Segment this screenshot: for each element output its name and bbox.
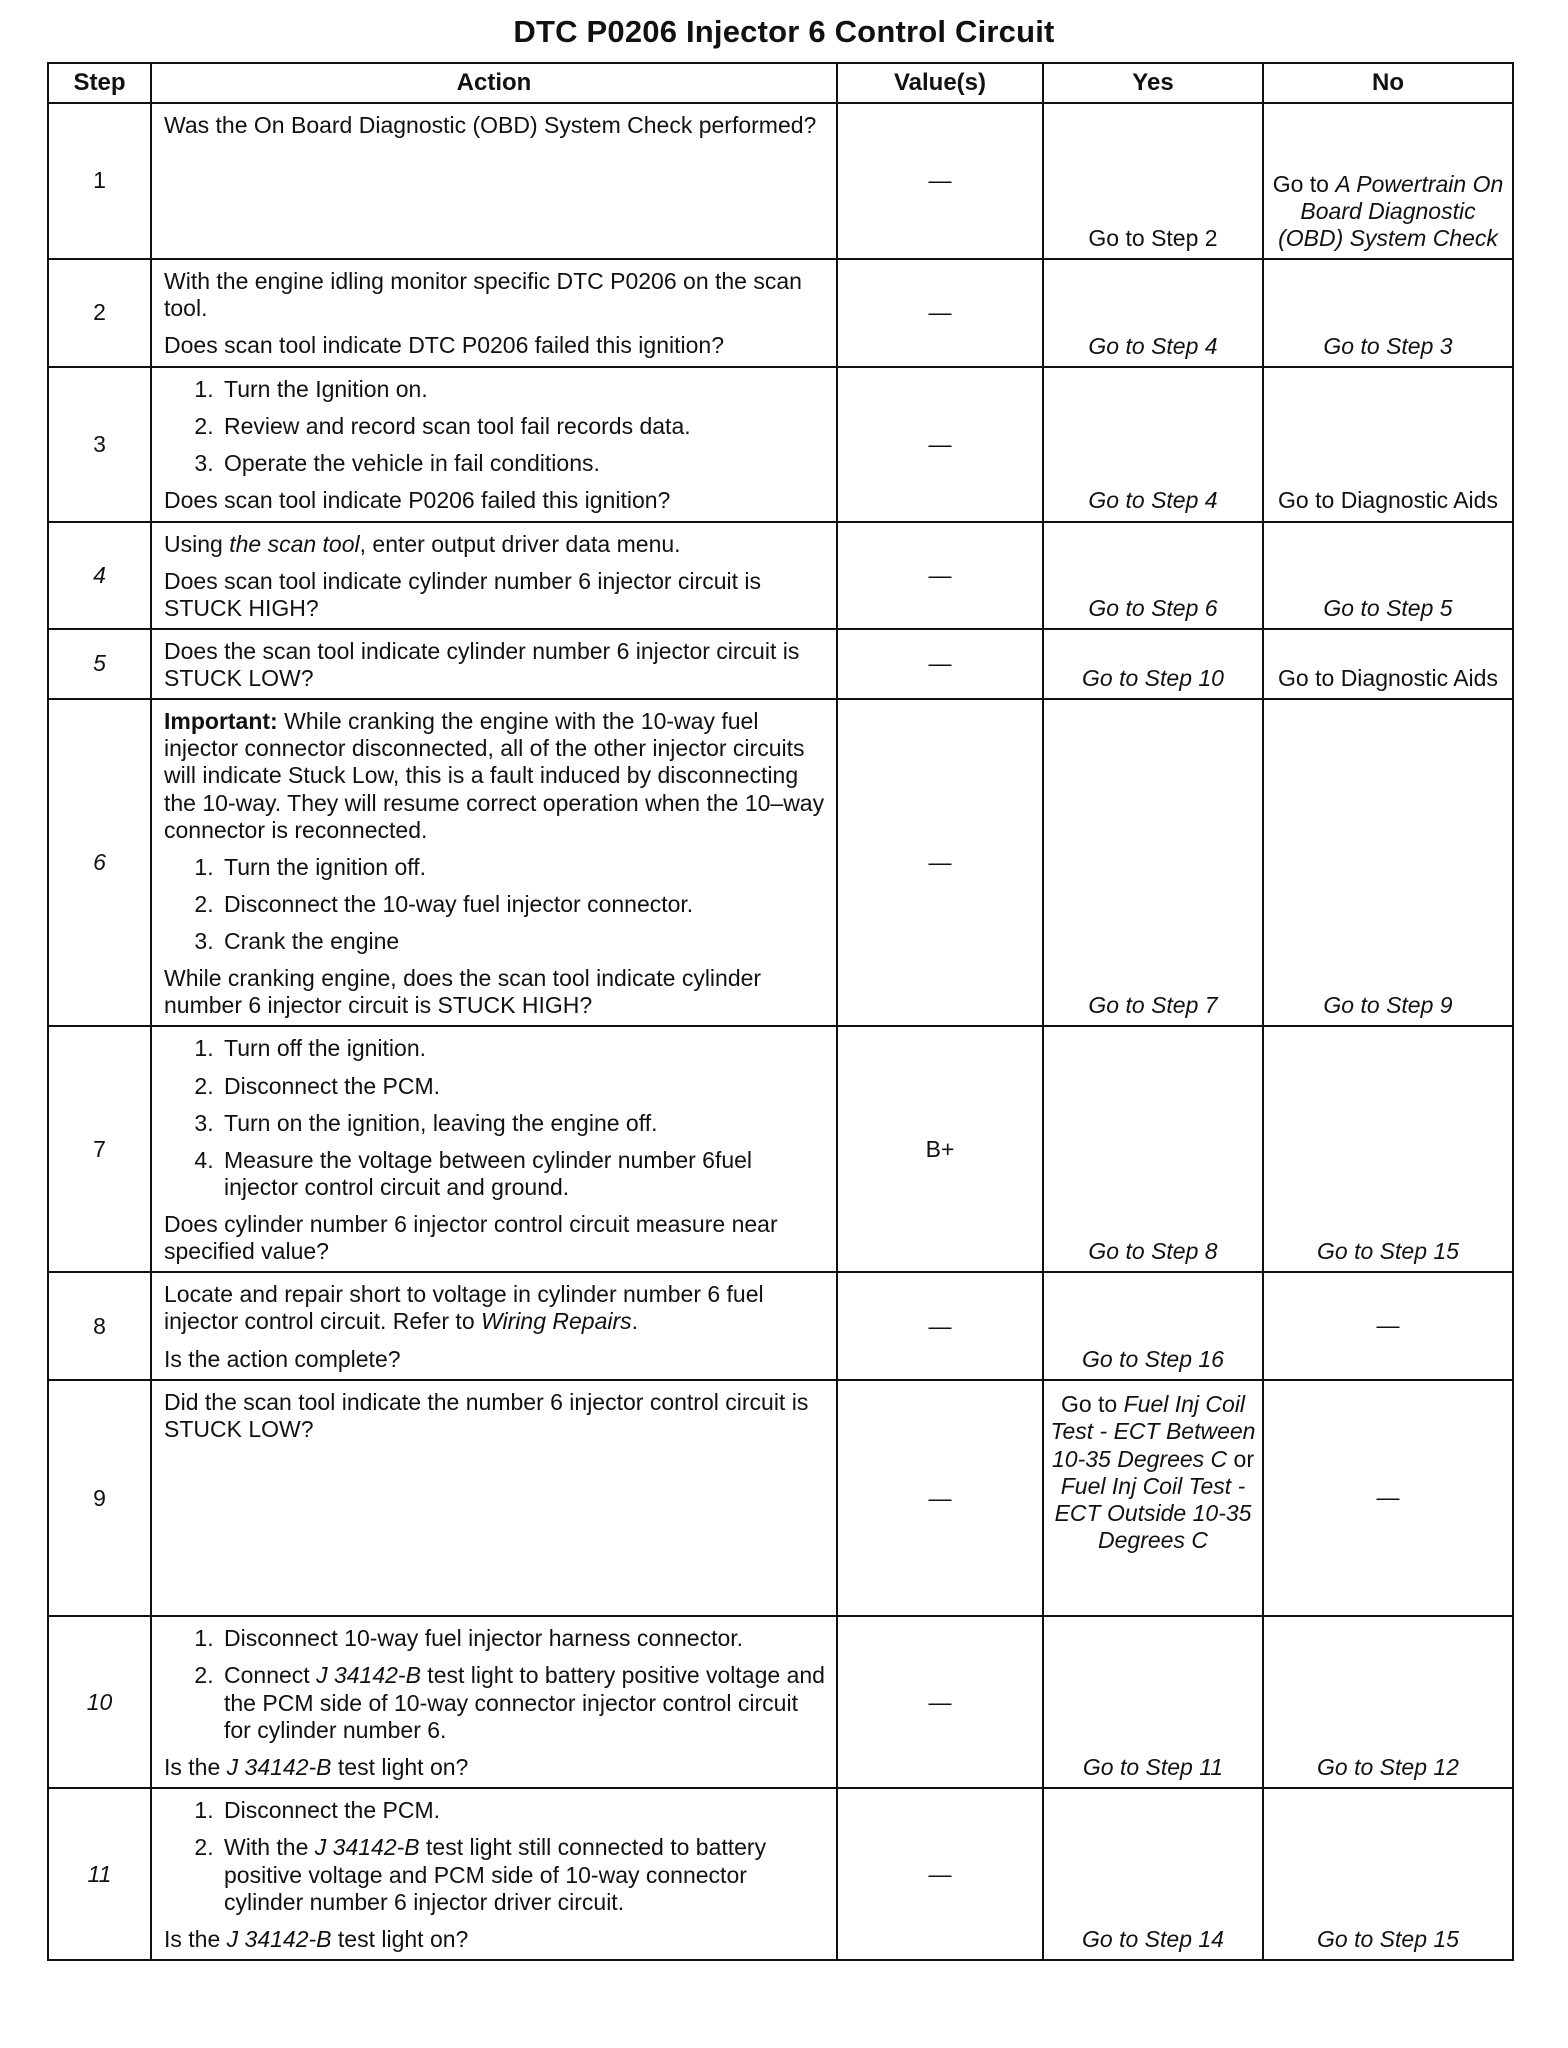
action-steps	[164, 854, 826, 955]
value-cell: B+	[837, 1026, 1043, 1272]
header-values: Value(s)	[837, 63, 1043, 103]
action-question: Does the scan tool indicate cylinder number 6 injector circuit is STUCK LOW?	[164, 637, 800, 691]
question-text: test light on?	[331, 1925, 469, 1952]
action-steps	[164, 1625, 826, 1744]
tool-number: J 34142-B	[226, 1753, 332, 1780]
action-question: Does scan tool indicate DTC P0206 failed this ignition?	[164, 332, 724, 359]
yes-text: or	[1227, 1445, 1254, 1472]
header-yes: Yes	[1043, 63, 1263, 103]
yes-link[interactable]: Go to Step 10	[1043, 629, 1263, 699]
action-question: While cranking engine, does the scan tool indicate cylinder number 6 injector circuit is STUCK HIGH?	[164, 965, 762, 1019]
list-item: 3. Operate the vehicle in fail conditions.	[220, 450, 826, 477]
action-text-part: Locate and repair short to voltage in cylinder number 6 fuel injector control circuit. Refer to	[164, 1281, 764, 1335]
action-question: Is the action complete?	[164, 1345, 401, 1372]
yes-link[interactable]: Go to Step 11	[1043, 1616, 1263, 1788]
no-link[interactable]: Go to Step 9	[1263, 699, 1513, 1026]
no-cell: —	[1263, 1380, 1513, 1616]
no-cell: —	[1263, 1272, 1513, 1380]
yes-link[interactable]: Go to Step 4	[1043, 259, 1263, 367]
table-row	[48, 1616, 1513, 1788]
action-cell	[151, 259, 837, 367]
step-number: 7	[48, 1026, 151, 1272]
no-link[interactable]: Go to Diagnostic Aids	[1263, 367, 1513, 522]
yes-link[interactable]: Go to Step 16	[1043, 1272, 1263, 1380]
table-row	[48, 103, 1513, 259]
no-link[interactable]: A Powertrain On Board Diagnostic (OBD) System Check	[1278, 170, 1504, 251]
yes-link[interactable]: Go to Step 14	[1043, 1788, 1263, 1960]
value-cell: —	[837, 629, 1043, 699]
diagnostic-table	[47, 62, 1514, 1961]
step-number: 9	[48, 1380, 151, 1616]
action-steps	[164, 376, 826, 477]
important-text: While cranking the engine with the 10-way fuel injector connector disconnected, all of the other injector circuits will indicate Stuck Low, this is a fault induced by disconnecting the 10-way. They will resume correct operation when the 10–way connector is reconnected.	[164, 708, 825, 843]
list-item: 1. Disconnect 10-way fuel injector harness connector.	[220, 1625, 826, 1652]
wiring-repairs-link[interactable]: Wiring Repairs	[481, 1308, 632, 1335]
fuel-inj-coil-test-outside-link[interactable]: Fuel Inj Coil Test - ECT Outside 10-35 Degrees C	[1054, 1472, 1252, 1553]
list-item: 1. Disconnect the PCM.	[220, 1797, 826, 1824]
action-cell	[151, 629, 837, 699]
yes-cell: Go to Step 2	[1043, 103, 1263, 259]
step-number: 6	[48, 699, 151, 1026]
header-no: No	[1263, 63, 1513, 103]
list-item: 3. Crank the engine	[220, 928, 826, 955]
action-cell	[151, 1026, 837, 1272]
list-item: 2. Disconnect the PCM.	[220, 1073, 826, 1100]
action-text-part: Using	[164, 530, 230, 557]
list-item-text: Connect	[224, 1662, 317, 1689]
header-step: Step	[48, 63, 151, 103]
action-cell	[151, 103, 837, 259]
table-row	[48, 259, 1513, 367]
table-row	[48, 1788, 1513, 1960]
step-number: 2	[48, 259, 151, 367]
yes-link[interactable]: Go to Step 6	[1043, 522, 1263, 629]
list-item: 1. Turn the Ignition on.	[220, 376, 826, 403]
action-question: Does cylinder number 6 injector control circuit measure near specified value?	[164, 1211, 778, 1265]
step-number: 5	[48, 629, 151, 699]
action-cell	[151, 1380, 837, 1616]
list-item	[220, 1662, 826, 1743]
list-item: 1. Turn off the ignition.	[220, 1035, 826, 1062]
yes-link[interactable]: Go to Step 7	[1043, 699, 1263, 1026]
no-link[interactable]: Go to Step 15	[1263, 1026, 1513, 1272]
value-cell: —	[837, 1616, 1043, 1788]
list-item: 2. Review and record scan tool fail records data.	[220, 413, 826, 440]
step-number: 10	[48, 1616, 151, 1788]
question-text: Is the	[164, 1925, 227, 1952]
value-cell: —	[837, 103, 1043, 259]
value-cell: —	[837, 367, 1043, 522]
value-cell: —	[837, 1272, 1043, 1380]
action-text	[164, 1281, 826, 1335]
action-text-part: .	[631, 1308, 639, 1335]
value-cell: —	[837, 1380, 1043, 1616]
value-cell: —	[837, 522, 1043, 629]
action-cell	[151, 1788, 837, 1960]
action-question: Does scan tool indicate cylinder number 6 injector circuit is STUCK HIGH?	[164, 567, 761, 621]
value-cell: —	[837, 699, 1043, 1026]
page-title: DTC P0206 Injector 6 Control Circuit	[513, 14, 1055, 49]
table-row	[48, 1272, 1513, 1380]
step-number: 3	[48, 367, 151, 522]
question-text: test light on?	[331, 1753, 469, 1780]
step-number: 4	[48, 522, 151, 629]
no-link[interactable]: Go to Step 5	[1263, 522, 1513, 629]
step-number: 1	[48, 103, 151, 259]
action-question	[164, 1926, 826, 1953]
action-cell	[151, 367, 837, 522]
table-header-row	[48, 63, 1513, 103]
table-row	[48, 629, 1513, 699]
list-item-text: With the	[224, 1834, 315, 1861]
action-question: Does scan tool indicate P0206 failed this ignition?	[164, 487, 671, 514]
yes-cell	[1043, 1380, 1263, 1616]
list-item: 4. Measure the voltage between cylinder number 6fuel injector control circuit and ground.	[220, 1147, 826, 1201]
action-text: With the engine idling monitor specific DTC P0206 on the scan tool.	[164, 268, 802, 322]
action-steps	[164, 1035, 826, 1201]
list-item-text: test light to battery positive voltage and the PCM side of 10-way connector injector control circuit for cylinder number 6.	[224, 1662, 825, 1743]
list-item	[220, 1834, 826, 1915]
tool-number: J 34142-B	[226, 1925, 332, 1952]
action-text-emphasis: the scan tool	[229, 530, 360, 557]
table-row	[48, 1026, 1513, 1272]
no-text: Go to	[1272, 170, 1336, 197]
value-cell: —	[837, 1788, 1043, 1960]
yes-link[interactable]: Go to Step 4	[1043, 367, 1263, 522]
value-cell: —	[837, 259, 1043, 367]
yes-link[interactable]: Go to Step 8	[1043, 1026, 1263, 1272]
step-number: 11	[48, 1788, 151, 1960]
table-row	[48, 367, 1513, 522]
action-text-part: , enter output driver data menu.	[359, 530, 681, 557]
list-item-text: test light still connected to battery positive voltage and PCM side of 10-way connector cylinder number 6 injector driver circuit.	[224, 1834, 767, 1915]
list-item: 1. Turn the ignition off.	[220, 854, 826, 881]
action-question: Was the On Board Diagnostic (OBD) System Check performed?	[164, 112, 817, 138]
table-row	[48, 522, 1513, 629]
no-link[interactable]: Go to Step 3	[1263, 259, 1513, 367]
list-item: 2. Disconnect the 10-way fuel injector connector.	[220, 891, 826, 918]
action-question	[164, 1754, 826, 1781]
important-note	[164, 708, 826, 844]
important-label: Important:	[164, 708, 278, 735]
tool-number: J 34142-B	[314, 1834, 420, 1861]
step-number: 8	[48, 1272, 151, 1380]
yes-text: Go to	[1060, 1391, 1124, 1418]
fuel-inj-coil-test-between-link[interactable]: Fuel Inj Coil Test - ECT Between 10-35 Degrees C	[1050, 1391, 1256, 1472]
action-cell	[151, 1616, 837, 1788]
no-link[interactable]: Go to Step 12	[1263, 1616, 1513, 1788]
action-cell	[151, 1272, 837, 1380]
no-link[interactable]: Go to Diagnostic Aids	[1263, 629, 1513, 699]
table-row	[48, 1380, 1513, 1616]
action-cell	[151, 699, 837, 1026]
action-cell	[151, 522, 837, 629]
table-row	[48, 699, 1513, 1026]
no-link[interactable]: Go to Step 15	[1263, 1788, 1513, 1960]
action-text	[164, 531, 826, 558]
tool-number: J 34142-B	[316, 1662, 421, 1689]
list-item: 3. Turn on the ignition, leaving the engine off.	[220, 1110, 826, 1137]
action-steps	[164, 1797, 826, 1916]
header-action: Action	[151, 63, 837, 103]
no-cell	[1263, 103, 1513, 259]
question-text: Is the	[164, 1753, 227, 1780]
action-question: Did the scan tool indicate the number 6 injector control circuit is STUCK LOW?	[164, 1389, 809, 1443]
